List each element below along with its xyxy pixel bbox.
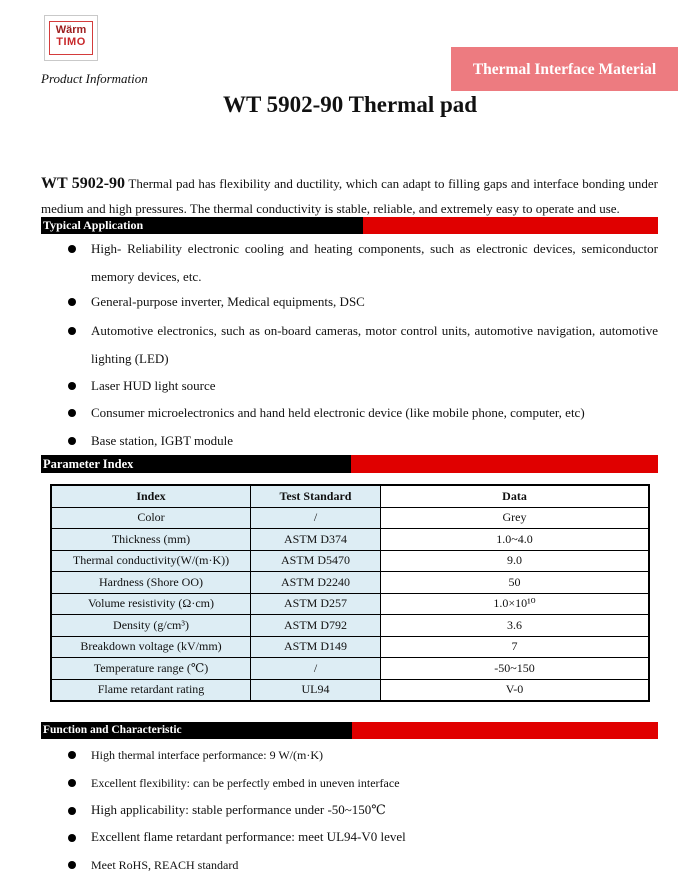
table-row (51, 636, 649, 658)
application-item: Consumer microelectronics and hand held electronic device (like mobile phone, computer, etc) (91, 405, 585, 420)
column-header-data: Data (381, 485, 650, 507)
cell-test-standard: ASTM D792 (251, 615, 381, 637)
table-row (51, 679, 649, 701)
logo-text-bottom: TIMO (56, 36, 86, 48)
cell-data: 1.0~4.0 (381, 529, 650, 551)
table-row (51, 572, 649, 594)
product-information-label: Product Information (41, 71, 148, 86)
cell-test-standard: ASTM D5470 (251, 550, 381, 572)
cell-index: Breakdown voltage (kV/mm) (51, 636, 251, 658)
cell-index: Color (51, 507, 251, 529)
table-row (51, 529, 649, 551)
function-item: Excellent flexibility: can be perfectly embed in uneven interface (91, 776, 400, 790)
bullet-icon (68, 409, 76, 417)
cell-data: Grey (381, 507, 650, 529)
application-item: General-purpose inverter, Medical equipments, DSC (91, 294, 365, 309)
bullet-icon (68, 834, 76, 842)
function-item: Meet RoHS, REACH standard (91, 858, 239, 872)
cell-index: Temperature range (℃) (51, 658, 251, 680)
cell-index: Thickness (mm) (51, 529, 251, 551)
section-heading-parameter-index: Parameter Index (41, 455, 351, 473)
function-item: Excellent flame retardant performance: meet UL94-V0 level (91, 829, 406, 844)
column-header-index: Index (51, 485, 251, 507)
bullet-icon (68, 298, 76, 306)
bullet-icon (68, 779, 76, 787)
function-item: High thermal interface performance: 9 W/(m·K) (91, 748, 324, 762)
cell-test-standard: UL94 (251, 679, 381, 701)
cell-test-standard: ASTM D257 (251, 593, 381, 615)
section-bar-red (363, 217, 658, 234)
table-row (51, 507, 649, 529)
cell-test-standard: / (251, 658, 381, 680)
table-row (51, 615, 649, 637)
intro-model: WT 5902-90 (41, 175, 126, 192)
table-row (51, 658, 649, 680)
section-bar-function-characteristic (41, 722, 658, 739)
cell-index: Flame retardant rating (51, 679, 251, 701)
logo-text-top: Wärm (55, 24, 87, 36)
bullet-icon (68, 327, 76, 335)
bullet-icon (68, 245, 76, 253)
cell-data: 3.6 (381, 615, 650, 637)
application-item: Automotive electronics, such as on-board cameras, motor control units, automotive navigation, automotive lighting (LED) (91, 323, 658, 366)
cell-index: Density (g/cm³) (51, 615, 251, 637)
cell-index: Volume resistivity (Ω·cm) (51, 593, 251, 615)
cell-data: 50 (381, 572, 650, 594)
cell-test-standard: / (251, 507, 381, 529)
cell-data: -50~150 (381, 658, 650, 680)
section-bar-typical-application (41, 217, 658, 234)
cell-data: V-0 (381, 679, 650, 701)
section-bar-red (352, 722, 658, 739)
column-header-test-standard: Test Standard (251, 485, 381, 507)
table-header-row (51, 485, 649, 507)
cell-test-standard: ASTM D2240 (251, 572, 381, 594)
cell-data: 7 (381, 636, 650, 658)
application-item: Base station, IGBT module (91, 433, 234, 448)
cell-index: Thermal conductivity(W/(m·K)) (51, 550, 251, 572)
table-row (51, 550, 649, 572)
parameter-table (50, 484, 650, 702)
application-item: Laser HUD light source (91, 378, 216, 393)
intro-text: Thermal pad has flexibility and ductility, which can adapt to filling gaps and interface bonding under medium and high pressures. The thermal conductivity is stable, reliable, and extremely easy to operate and use. (41, 176, 659, 216)
bullet-icon (68, 751, 76, 759)
section-heading-function-characteristic: Function and Characteristic (41, 722, 352, 739)
intro-paragraph (41, 171, 658, 221)
bullet-icon (68, 437, 76, 445)
cell-test-standard: ASTM D374 (251, 529, 381, 551)
bullet-icon (68, 861, 76, 869)
cell-index: Hardness (Shore OO) (51, 572, 251, 594)
section-bar-red (351, 455, 658, 473)
cell-data: 9.0 (381, 550, 650, 572)
bullet-icon (68, 382, 76, 390)
cell-data: 1.0×10¹⁰ (381, 593, 650, 615)
brand-logo (44, 15, 98, 61)
table-row (51, 593, 649, 615)
section-heading-typical-application: Typical Application (41, 217, 363, 234)
section-bar-parameter-index (41, 455, 658, 473)
cell-test-standard: ASTM D149 (251, 636, 381, 658)
function-item: High applicability: stable performance under -50~150℃ (91, 802, 386, 817)
bullet-icon (68, 807, 76, 815)
category-badge: Thermal Interface Material (451, 47, 678, 91)
application-item: High- Reliability electronic cooling and heating components, such as electronic devices, semiconductor memory devices, etc. (91, 241, 658, 284)
page-title: WT 5902-90 Thermal pad (222, 92, 478, 117)
